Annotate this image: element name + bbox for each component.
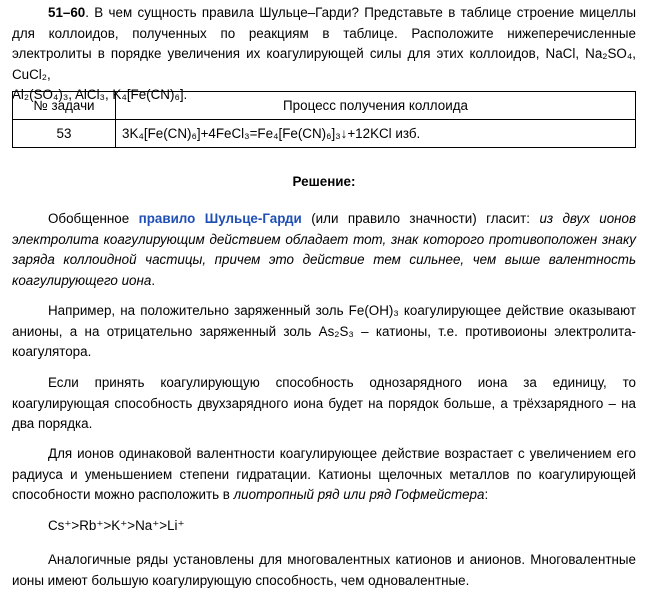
table-header-row — [13, 92, 636, 120]
p2-line-3: коагулятора. — [12, 344, 92, 359]
row-reaction: 3K₄[Fe(CN)₆]+4FeCl₃=Fe₄[Fe(CN)₆]₃↓+12KCl изб. — [116, 120, 636, 148]
p1-italic-3: заряда коллоидной частицы, причем это действие тем сильнее, чем выше валентность — [12, 252, 636, 267]
p4-line-3-italic: лиотропный ряд или ряд Гофмейстера — [233, 487, 485, 502]
p4-line-3-start: способности можно расположить в — [12, 487, 234, 502]
problem-line-3: электролиты в порядке увеличения их коагулирующей силы для этих коллоидов, NaCl, Na₂SO₄, CuCl₂, — [12, 46, 636, 82]
paragraph-multivalent — [12, 550, 636, 591]
paragraph-rule — [12, 209, 636, 291]
p4-line-1: Для ионов одинаковой валентности коагулирующее действие возрастает с увеличением его — [48, 446, 636, 461]
table-row — [13, 120, 636, 148]
rule-link[interactable]: правило Шульце-Гарди — [138, 211, 302, 226]
problem-line-2: для коллоидов, полученных по реакциям в таблице. Расположите нижеперечисленные — [12, 25, 636, 41]
header-task-number: № задачи — [13, 92, 116, 120]
solution-heading: Решение: — [292, 174, 356, 189]
lyotropic-series: Cs⁺>Rb⁺>K⁺>Na⁺>Li⁺ — [48, 518, 185, 533]
header-process: Процесс получения коллоида — [116, 92, 636, 120]
paragraph-charge — [12, 373, 636, 435]
p2-line-2: анионы, а на отрицательно заряженный золь As₂S₃ – катионы, т.е. противоионы электролита- — [12, 323, 636, 339]
problem-line-1: . В чем сущность правила Шульце–Гарди? Представьте в таблице строение мицеллы — [85, 5, 636, 20]
p5-line-1: Аналогичные ряды установлены для многовалентных катионов и анионов. Многовалентные — [48, 552, 636, 567]
paragraph-example — [12, 301, 636, 363]
p1-mid: (или правило значности) гласит: — [301, 211, 540, 226]
p3-line-2: коагулирующая способность двухзарядного иона будет на порядок больше, а трёхзарядного – на — [12, 395, 636, 411]
p5-line-2: ионы имеют большую коагулирующую способность, чем одновалентные. — [12, 572, 470, 588]
problem-number: 51–60 — [48, 5, 86, 20]
p1-end: . — [151, 272, 156, 288]
p2-line-1: Например, на положительно заряженный золь Fe(OH)₃ коагулирующее действие оказывают — [48, 303, 636, 318]
paragraph-valence — [12, 444, 636, 506]
row-task-number: 53 — [13, 120, 116, 148]
problem-line-4: Al₂(SO₄)₃, AlCl₃, K₄[Fe(CN)₆]. — [12, 87, 188, 102]
p1-italic-2: электролита коагулирующим действием обладает тот, знак которого противоположен знаку — [12, 231, 636, 247]
p3-line-1: Если принять коагулирующую способность однозарядного иона за единицу, то — [48, 375, 636, 390]
reaction-table — [12, 91, 636, 148]
p1-italic-1: из двух ионов — [539, 211, 636, 226]
p3-line-3: два порядка. — [12, 416, 93, 431]
p4-line-3-end: : — [484, 487, 489, 502]
p4-line-2: радиуса и уменьшением степени гидратации. Катионы щелочных металлов по коагулирующей — [12, 466, 636, 482]
p1-italic-4: коагулирующего иона — [12, 272, 152, 288]
p1-start: Обобщенное — [48, 211, 139, 226]
